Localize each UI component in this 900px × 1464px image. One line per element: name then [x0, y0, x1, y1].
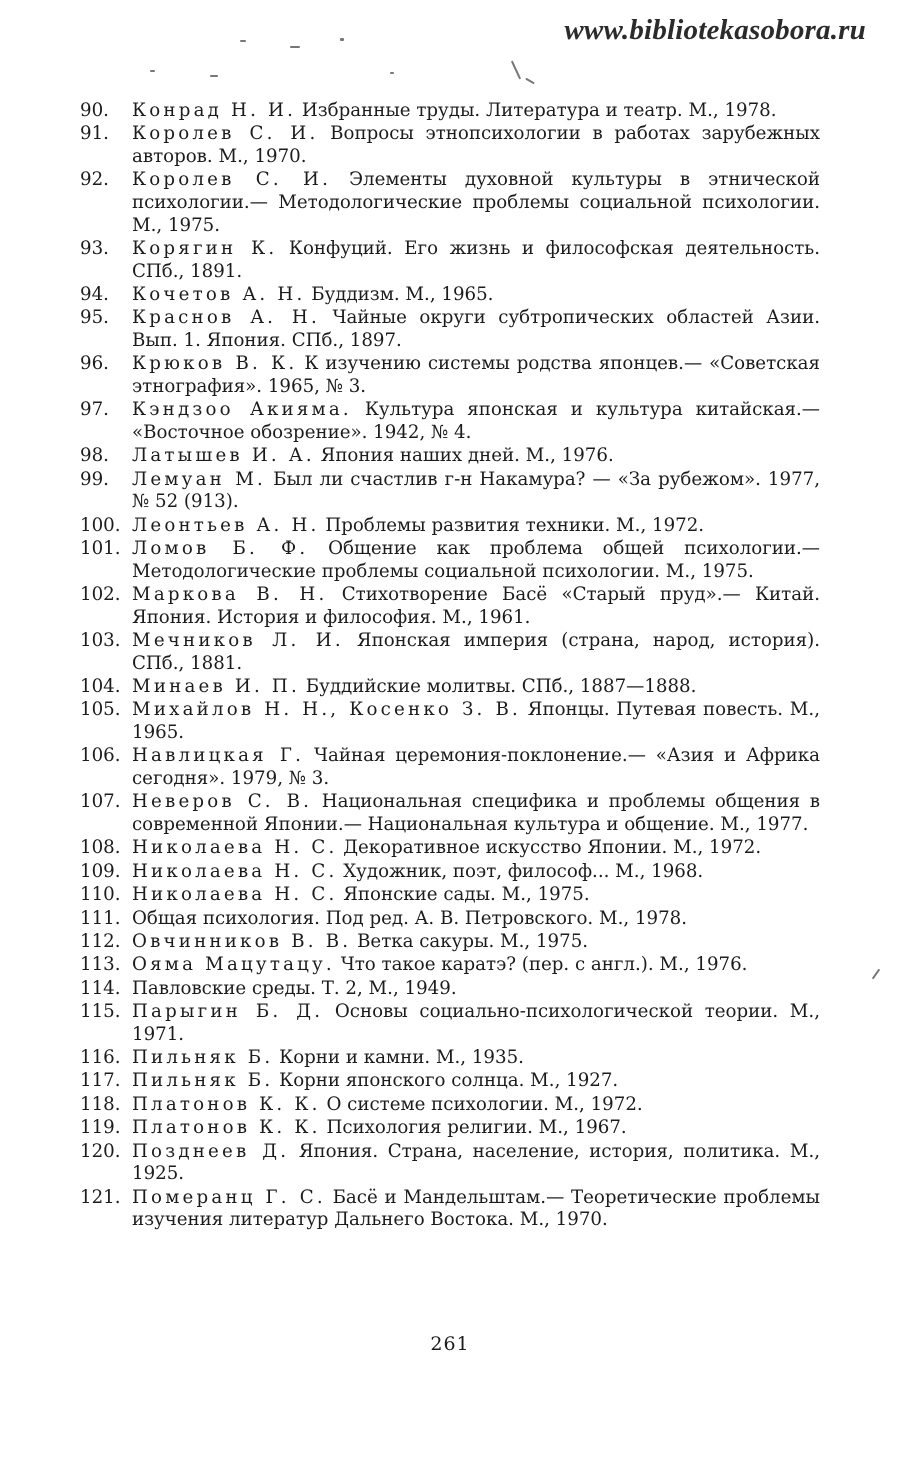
- entry-author: Леонтьев А. Н.: [132, 514, 320, 536]
- scan-speck: [340, 38, 344, 41]
- entry-author: Латышев И. А.: [132, 445, 315, 467]
- entry-text: Проблемы развития техники. М., 1972.: [319, 514, 705, 536]
- entry-author: Краснов А. Н.: [132, 307, 320, 329]
- bibliography-entry: [80, 884, 820, 907]
- entry-number: 115.: [80, 1001, 121, 1023]
- scan-speck: [390, 72, 394, 74]
- bibliography-entry: [80, 399, 820, 444]
- entry-author: Лемуан М.: [132, 468, 267, 490]
- entry-author: Пильняк Б.: [132, 1047, 274, 1069]
- entry-author: Пильняк Б.: [132, 1070, 274, 1092]
- entry-author: Минаев И. П.: [132, 676, 300, 697]
- bibliography-entry: [80, 238, 820, 283]
- entry-number: 105.: [80, 699, 121, 721]
- entry-text: Общая психология. Под ред. А. В. Петровского. М., 1978.: [132, 907, 688, 929]
- bibliography-entry: [80, 861, 820, 884]
- entry-text: Ветка сакуры. М., 1975.: [351, 930, 589, 952]
- entry-author: Крюков В. К.: [132, 353, 298, 375]
- entry-number: 116.: [80, 1047, 121, 1069]
- bibliography-entry: [80, 123, 820, 168]
- entry-number: 92.: [80, 169, 109, 191]
- bibliography-entry: [80, 538, 820, 583]
- bibliography-entry: [80, 908, 820, 931]
- scan-speck: [240, 40, 246, 42]
- entry-author: Маркова В. Н.: [132, 584, 328, 606]
- entry-text: Вопросы этнопсихологии в работах зарубежных авторов. М., 1970.: [132, 123, 820, 167]
- entry-author: Ломов Б. Ф.: [132, 538, 309, 560]
- entry-number: 111.: [80, 907, 121, 929]
- entry-text: Японцы. Путевая повесть. М., 1965.: [132, 699, 820, 743]
- entry-number: 108.: [80, 837, 121, 859]
- entry-text: К изучению системы родства японцев.— «Советская этнография». 1965, № 3.: [132, 353, 821, 397]
- entry-number: 101.: [80, 538, 121, 560]
- entry-author: Кэндзоо Акияма.: [132, 399, 352, 421]
- entry-author: Николаева Н. С.: [132, 884, 338, 906]
- entry-number: 113.: [80, 954, 121, 976]
- bibliography-entry: [80, 169, 820, 237]
- entry-text: Психология религии. М., 1967.: [320, 1117, 627, 1139]
- entry-text: Был ли счастлив г-н Накамура? — «За рубежом». 1977, № 52 (913).: [132, 468, 820, 513]
- entry-number: 100.: [80, 514, 121, 536]
- entry-number: 99.: [80, 468, 109, 490]
- page-number: 261: [430, 1333, 470, 1355]
- entry-author: Кочетов А. Н.: [132, 283, 306, 305]
- entry-author: Ояма Мацутацу.: [132, 954, 335, 976]
- entry-text: Избранные труды. Литература и театр. М., 1978.: [296, 100, 777, 121]
- entry-text: Основы социально-психологической теории. М., 1971.: [132, 1001, 820, 1045]
- entry-author: Конрад Н. И.: [132, 100, 297, 121]
- scan-speck: [150, 70, 155, 72]
- entry-text: Чайные округи субтропических областей Азии. Вып. 1. Япония. СПб., 1897.: [132, 307, 820, 351]
- entry-author: Навлицкая Г.: [132, 745, 305, 767]
- bibliography-entry: [80, 837, 820, 860]
- entry-text: Общение как проблема общей психологии.— Методологические проблемы социальной психологии. М., 1975.: [132, 538, 820, 582]
- bibliography-entry: [80, 284, 820, 307]
- entry-number: 118.: [80, 1093, 121, 1115]
- entry-text: Элементы духовной культуры в этнической психологии.— Методологические проблемы социальной психологии. М., 1975.: [132, 169, 820, 236]
- scan-speck: [525, 78, 535, 85]
- entry-text: Культура японская и культура китайская.— «Восточное обозрение». 1942, № 4.: [132, 399, 820, 443]
- site-watermark: www.bibliotekasobora.ru: [564, 14, 866, 46]
- entry-number: 114.: [80, 977, 121, 999]
- entry-author: Корягин К.: [132, 237, 278, 259]
- entry-text: Японские сады. М., 1975.: [337, 884, 590, 906]
- entry-author: Неверов С. В.: [132, 791, 313, 813]
- entry-author: Королев С. И.: [132, 169, 332, 191]
- bibliography-entry: [80, 1117, 820, 1140]
- scan-speck: [210, 75, 218, 77]
- bibliography-entry: [80, 353, 820, 398]
- bibliography-entry: [80, 100, 820, 123]
- scan-speck: [511, 61, 521, 80]
- entry-author: Парыгин Б. Д.: [132, 1001, 324, 1023]
- bibliography-entry: [80, 469, 820, 514]
- entry-number: 91.: [80, 123, 109, 145]
- entry-text: Корни японского солнца. М., 1927.: [273, 1070, 619, 1092]
- entry-text: Басё и Мандельштам.— Теоретические проблемы изучения литератур Дальнего Востока. М., 1970.: [132, 1186, 820, 1231]
- bibliography-entry: [80, 676, 820, 699]
- entry-author: Михайлов Н. Н., Косенко З. В.: [132, 699, 522, 721]
- entry-author: Померанц Г. С.: [132, 1186, 326, 1208]
- entry-text: Стихотворение Басё «Старый пруд».— Китай. Япония. История и философия. М., 1961.: [132, 584, 820, 628]
- bibliography-list: [80, 100, 820, 1233]
- entry-text: Корни и камни. М., 1935.: [273, 1047, 524, 1069]
- bibliography-entry: [80, 445, 820, 468]
- entry-number: 121.: [80, 1186, 121, 1208]
- entry-number: 96.: [80, 353, 109, 375]
- entry-author: Мечников Л. И.: [132, 630, 344, 652]
- bibliography-entry: [80, 630, 820, 675]
- entry-number: 90.: [80, 100, 109, 121]
- bibliography-entry: [80, 954, 820, 977]
- entry-author: Королев С. И.: [132, 123, 319, 145]
- bibliography-entry: [80, 1001, 820, 1046]
- entry-text: Что такое каратэ? (пер. с англ.). М., 1976.: [334, 954, 748, 976]
- bibliography-entry: [80, 1141, 820, 1186]
- entry-number: 112.: [80, 930, 121, 952]
- entry-author: Николаева Н. С.: [132, 860, 338, 882]
- entry-number: 120.: [80, 1140, 121, 1162]
- bibliography-entry: [80, 791, 820, 836]
- entry-text: Японская империя (страна, народ, история). СПб., 1881.: [132, 630, 820, 674]
- entry-text: Япония. Страна, население, история, политика. М., 1925.: [132, 1140, 821, 1185]
- bibliography-entry: [80, 1047, 820, 1070]
- entry-number: 107.: [80, 791, 121, 813]
- entry-number: 95.: [80, 307, 109, 329]
- entry-number: 103.: [80, 630, 121, 652]
- entry-number: 93.: [80, 237, 109, 259]
- bibliography-entry: [80, 931, 820, 954]
- entry-number: 102.: [80, 584, 121, 606]
- entry-number: 106.: [80, 745, 121, 767]
- bibliography-entry: [80, 1094, 820, 1117]
- bibliography-entry: [80, 699, 820, 744]
- entry-text: Чайная церемония-поклонение.— «Азия и Африка сегодня». 1979, № 3.: [132, 745, 820, 789]
- bibliography-entry: [80, 515, 820, 538]
- entry-number: 119.: [80, 1117, 121, 1139]
- entry-text: Буддизм. М., 1965.: [305, 283, 494, 305]
- entry-text: Художник, поэт, философ... М., 1968.: [337, 860, 704, 882]
- entry-number: 98.: [80, 445, 109, 467]
- entry-number: 94.: [80, 283, 109, 305]
- entry-text: Буддийские молитвы. СПб., 1887—1888.: [299, 676, 697, 697]
- entry-author: Позднеев Д.: [132, 1140, 290, 1162]
- entry-text: Декоративное искусство Японии. М., 1972.: [337, 837, 762, 859]
- entry-number: 97.: [80, 399, 109, 421]
- bibliography-entry: [80, 1070, 820, 1093]
- entry-author: Платонов К. К.: [132, 1117, 321, 1139]
- scan-speck: [290, 46, 300, 48]
- entry-text: Павловские среды. Т. 2, М., 1949.: [132, 977, 457, 999]
- entry-text: О системе психологии. М., 1972.: [320, 1093, 643, 1115]
- bibliography-entry: [80, 307, 820, 352]
- entry-number: 110.: [80, 884, 121, 906]
- bibliography-entry: [80, 1187, 820, 1232]
- bibliography-entry: [80, 584, 820, 629]
- bibliography-entry: [80, 978, 820, 1001]
- scan-speck: [872, 969, 881, 980]
- entry-text: Конфуций. Его жизнь и философская деятельность. СПб., 1891.: [132, 237, 820, 282]
- entry-number: 109.: [80, 860, 121, 882]
- entry-author: Николаева Н. С.: [132, 837, 338, 859]
- entry-number: 117.: [80, 1070, 121, 1092]
- entry-number: 104.: [80, 676, 121, 697]
- entry-author: Платонов К. К.: [132, 1093, 321, 1115]
- entry-text: Япония наших дней. М., 1976.: [314, 445, 614, 467]
- bibliography-entry: [80, 745, 820, 790]
- entry-author: Овчинников В. В.: [132, 930, 352, 952]
- entry-text: Национальная специфика и проблемы общения в современной Японии.— Национальная культура и общение. М., 1977.: [132, 791, 821, 835]
